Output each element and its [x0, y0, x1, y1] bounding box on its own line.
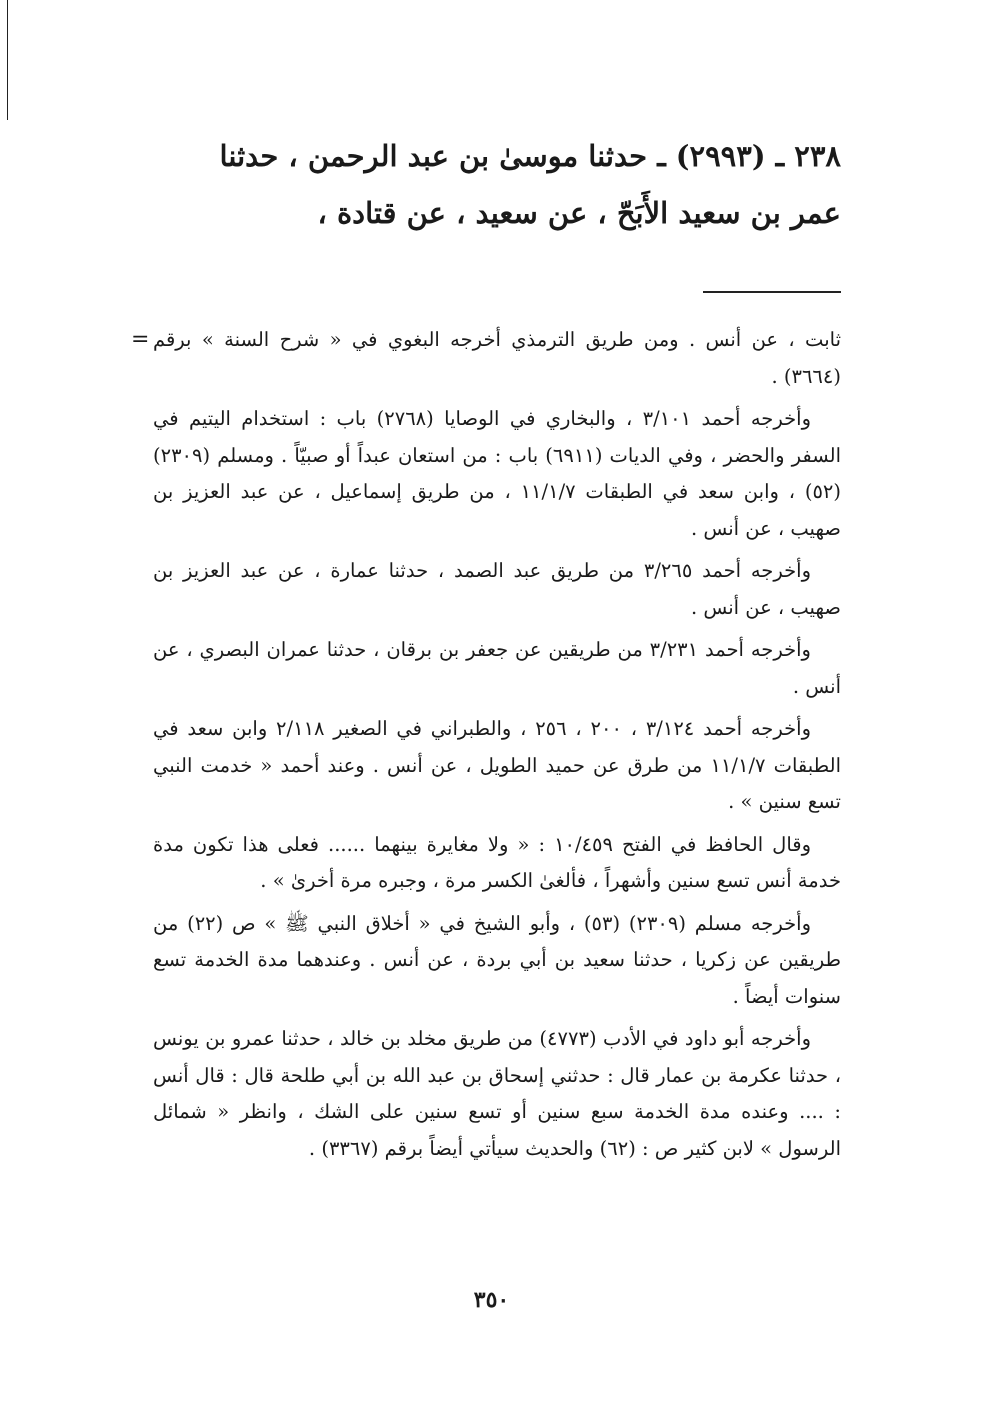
page-number: ٣٥٠ — [473, 1287, 510, 1313]
continuation-mark: = — [131, 327, 150, 352]
footnote-paragraph: ثابت ، عن أنس . ومن طريق الترمذي أخرجه البغوي في « شرح السنة » برقم (٣٦٦٤) . — [153, 328, 841, 388]
page-edge-line — [7, 0, 8, 120]
footnote-paragraph: وأخرجه مسلم (٢٣٠٩) (٥٣) ، وأبو الشيخ في « أخلاق النبي ﷺ » ص (٢٢) من طريقين عن زكريا ، حدثنا سعيد بن أبي بردة ، عن أنس . وعندهما مدة الخدمة تسع سنوات أيضاً . — [153, 911, 841, 1008]
footnote-separator — [703, 291, 841, 293]
footnote-paragraph: وأخرجه أحمد ٣/٢٦٥ من طريق عبد الصمد ، حدثنا عمارة ، عن عبد العزيز بن صهيب ، عن أنس . — [153, 559, 841, 619]
hadith-main-text — [141, 0, 841, 260]
hadith-line-1: ٢٣٨ ـ (٢٩٩٣) ـ حدثنا موسىٰ بن عبد الرحمن ، حدثنا — [219, 139, 841, 173]
footnote-paragraph: وأخرجه أحمد ٣/٢٣١ من طريقين عن جعفر بن برقان ، حدثنا عمران البصري ، عن أنس . — [153, 638, 841, 698]
footnote-paragraph: وأخرجه أحمد ٣/١٠١ ، والبخاري في الوصايا (٢٧٦٨) باب : استخدام اليتيم في السفر والحضر ، وفي الديات (٦٩١١) باب : من استعان عبداً أو صبيّاً . ومسلم (٢٣٠٩) (٥٢) ، وابن سعد في الطبقات ١١/١/٧ ، من طريق إسماعيل ، عن عبد العزيز بن صهيب ، عن أنس . — [153, 407, 841, 540]
footnote-paragraph: وأخرجه أحمد ٣/١٢٤ ، ٢٠٠ ، ٢٥٦ ، والطبراني في الصغير ٢/١١٨ وابن سعد في الطبقات ١١/١/٧ من طرق عن حميد الطويل ، عن أنس . وعند أحمد « خدمت النبي تسع سنين » . — [153, 717, 841, 813]
hadith-line-2: عمر بن سعيد الأَبَحّ ، عن سعيد ، عن قتادة ، — [317, 196, 841, 230]
footnote-paragraph: وأخرجه أبو داود في الأدب (٤٧٧٣) من طريق مخلد بن خالد ، حدثنا عمرو بن يونس ، حدثنا عكرمة بن عمار قال : حدثني إسحاق بن عبد الله بن أبي طلحة قال : قال أنس : .... وعنده مدة الخدمة سبع سنين أو تسع سنين على الشك ، وانظر « شمائل الرسول » لابن كثير ص : (٦٢) والحديث سيأتي أيضاً برقم (٣٣٦٧) . — [153, 1027, 841, 1160]
footnotes — [131, 322, 841, 1173]
footnote-paragraph: وقال الحافظ في الفتح ١٠/٤٥٩ : « ولا مغايرة بينهما ...... فعلى هذا تكون مدة خدمة أنس تسع سنين وأشهراً ، فألغىٰ الكسر مرة ، وجبره مرة أخرىٰ » . — [153, 832, 841, 892]
